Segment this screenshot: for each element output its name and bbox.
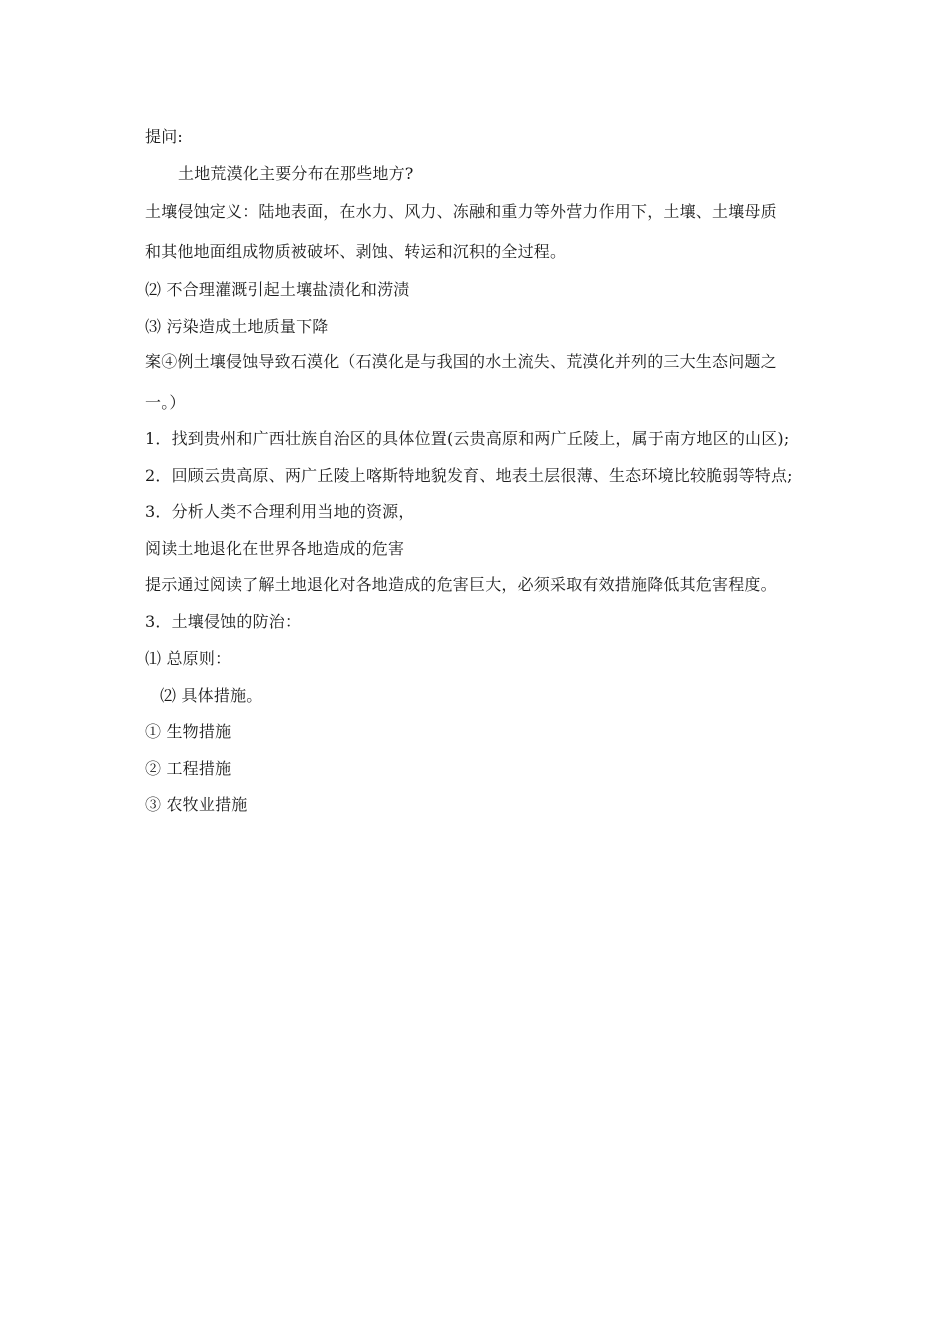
question-text: 土地荒漠化主要分布在那些地方?: [178, 164, 414, 183]
reading-hint: 提示通过阅读了解土地退化对各地造成的危害巨大，必须采取有效措施降低其危害程度。: [145, 575, 777, 594]
measure-biological: ① 生物措施: [145, 722, 232, 741]
definition-line-1: 土壤侵蚀定义：陆地表面，在水力、风力、冻融和重力等外营力作用下，土壤、土壤母质: [145, 202, 777, 221]
general-principle: ⑴ 总原则：: [145, 649, 232, 668]
case-line-1: 案④例土壤侵蚀导致石漠化（石漠化是与我国的水土流失、荒漠化并列的三大生态问题之: [145, 352, 777, 371]
case-line-2: 一。）: [145, 393, 186, 412]
specific-measures: ⑵ 具体措施。: [160, 686, 263, 705]
step-2: 2．回顾云贵高原、两广丘陵上喀斯特地貌发育、地表土层很薄、生态环境比较脆弱等特点;: [145, 466, 793, 485]
definition-line-2: 和其他地面组成物质被破坏、剥蚀、转运和沉积的全过程。: [145, 242, 567, 261]
heading-question: 提问:: [145, 127, 183, 146]
point-2-irrigation: ⑵ 不合理灌溉引起土壤盐渍化和涝渍: [145, 280, 410, 299]
measure-agricultural: ③ 农牧业措施: [145, 795, 248, 814]
step-3: 3．分析人类不合理利用当地的资源，: [145, 502, 415, 521]
step-1: 1．找到贵州和广西壮族自治区的具体位置(云贵高原和两广丘陵上，属于南方地区的山区);: [145, 429, 790, 448]
measure-engineering: ② 工程措施: [145, 759, 232, 778]
point-3-pollution: ⑶ 污染造成土地质量下降: [145, 317, 329, 336]
section-3-title: 3．土壤侵蚀的防治：: [145, 612, 302, 631]
reading-title: 阅读土地退化在世界各地造成的危害: [145, 539, 405, 558]
